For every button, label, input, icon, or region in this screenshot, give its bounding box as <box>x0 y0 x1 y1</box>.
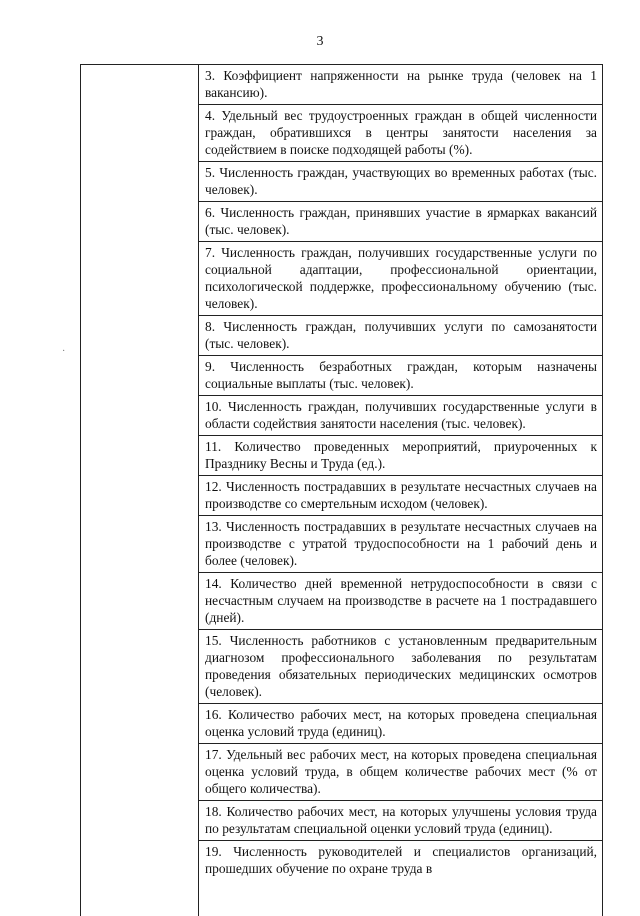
left-column-empty-cell <box>81 65 199 916</box>
indicator-item: 4. Удельный вес трудоустроенных граждан в общей численности граждан, обратившихся в центры занятости населения за содействием в поиске подходящей работы (%). <box>199 105 602 162</box>
indicator-item: 13. Численность пострадавших в результате несчастных случаев на производстве с утратой трудоспособности на 1 рабочий день и более (человек). <box>199 516 602 573</box>
indicator-item: 18. Количество рабочих мест, на которых улучшены условия труда по результатам специальной оценки условий труда (единиц). <box>199 801 602 841</box>
indicator-item: 19. Численность руководителей и специалистов организаций, прошедших обучение по охране труда в <box>205 844 597 876</box>
indicator-item: 6. Численность граждан, принявших участие в ярмарках вакансий (тыс. человек). <box>199 202 602 242</box>
indicator-item: 3. Коэффициент напряженности на рынке труда (человек на 1 вакансию). <box>199 65 602 105</box>
indicator-item: 7. Численность граждан, получивших государственные услуги по социальной адаптации, профессиональной ориентации, психологической поддержке, профессиональному обучению (тыс. человек). <box>199 242 602 316</box>
indicator-item: 12. Численность пострадавших в результате несчастных случаев на производстве со смертельным исходом (человек). <box>199 476 602 516</box>
indicator-item: 8. Численность граждан, получивших услуги по самозанятости (тыс. человек). <box>199 316 602 356</box>
indicator-item: 15. Численность работников с установленным предварительным диагнозом профессионального заболевания по результатам проведения обязательных периодических медицинских осмотров (человек). <box>199 630 602 704</box>
indicator-item: 10. Численность граждан, получивших государственные услуги в области содействия занятости населения (тыс. человек). <box>199 396 602 436</box>
page-number: 3 <box>316 34 324 49</box>
indicators-table <box>80 64 603 916</box>
indicator-item: 14. Количество дней временной нетрудоспособности в связи с несчастным случаем на производстве в расчете на 1 пострадавшего (дней). <box>199 573 602 630</box>
indicator-item: 16. Количество рабочих мест, на которых проведена специальная оценка условий труда (единиц). <box>199 704 602 744</box>
indicator-item: 11. Количество проведенных мероприятий, приуроченных к Празднику Весны и Труда (ед.). <box>199 436 602 476</box>
indicators-column <box>199 65 602 916</box>
indicator-item: 9. Численность безработных граждан, которым назначены социальные выплаты (тыс. человек). <box>199 356 602 396</box>
indicator-item: 17. Удельный вес рабочих мест, на которых проведена специальная оценка условий труда, в общем количестве рабочих мест (% от общего количества). <box>199 744 602 801</box>
margin-mark: · <box>62 346 66 357</box>
indicator-item: 5. Численность граждан, участвующих во временных работах (тыс. человек). <box>199 162 602 202</box>
